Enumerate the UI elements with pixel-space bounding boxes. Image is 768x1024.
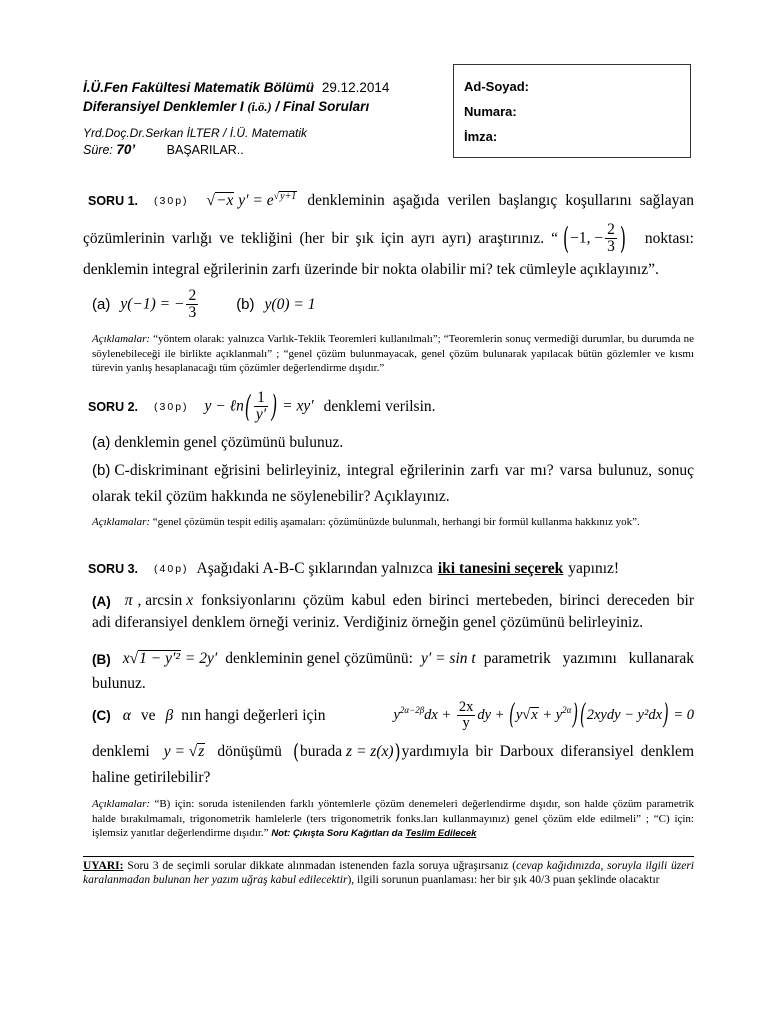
q3-A-x: x: [186, 592, 194, 609]
wish-text: BAŞARILAR..: [166, 143, 244, 157]
q2-points: (30p): [154, 400, 189, 413]
header-line-1: [83, 78, 443, 97]
header-line-2: [83, 97, 443, 117]
q3-note: [92, 797, 694, 842]
q3-B-line-1: [92, 650, 694, 668]
q3-line-1: [88, 560, 619, 578]
q3-B-label: (B): [92, 651, 111, 667]
q3-points: (40p): [154, 563, 189, 575]
warning-text-1: Soru 3 de seçimli sorular dikkate alınmadan istenenden fazla soruya uğraşırsanız (: [127, 860, 517, 872]
q3-note-text: “B) için: soruda istenilenden farklı yöntemlerle çözüm denemeleri değerlendirme dışıdır, son halde çözüm parametrik halde bırakılmamalı, trigonometrik hamlelerle (ters trigonometrik fonks.ları kullanmayınız) genel çözüm elde edilmeli” ; “C) için: işlemsiz yanıtlar değerlendirme dışıdır.”: [92, 798, 695, 839]
q3-A-line-2: [92, 614, 643, 632]
q1-note-text: “yöntem olarak: yalnızca Varlık-Teklik Teoremleri kullanılmalı”; “Teoremlerin sonuç vermediği durumlar, bu durumda ne söylenebileceği ile birlikte açıklanmalı” ; “genel çözüm bulunmayacak, genel çözüm bulunarak yapılacak bütün gözlemler ve kısmı türevin yanlış hesaplanacağı tüm çözümler değerlendirme dışıdır.”: [92, 333, 694, 374]
q3-C-paren: (burada z = z(x)): [292, 740, 401, 765]
q3-intro-pre: Aşağıdaki A-B-C şıklarından yalnızca: [196, 560, 433, 577]
warning: [83, 859, 694, 887]
q1-label: SORU 1.: [88, 193, 139, 208]
q3-B-line-2: [92, 675, 146, 693]
signature-label: İmza:: [464, 129, 498, 144]
q2-note-text: “genel çözümün tespit ediliş aşamaları: çözümünüzde bulunmalı, herhangi bir formül kullanma hakkınız yok”.: [152, 516, 640, 528]
q3-A-line-1: [92, 592, 694, 610]
instructor-line: [83, 126, 307, 140]
q1-a-condition: y(−1) = − $\frac{2}{3}$: [120, 287, 197, 322]
q3-C-line2-mid: dönüşümü: [217, 743, 282, 761]
q2-label: SORU 2.: [88, 399, 139, 414]
q3-note-bold-underlined: Teslim Edilecek: [405, 828, 477, 839]
q3-C-line2-post: yardımıyla bir Darboux diferansiyel denklem: [401, 743, 694, 761]
q1-note: [92, 332, 694, 376]
q1-equation: √−x $y' = e^{√y+1}$: [206, 191, 297, 210]
q3-note-bold: Not: Çıkışta Soru Kağıtları da: [271, 828, 403, 839]
q3-A-mid: , arcsin: [137, 592, 183, 609]
q1-b-condition: y(0) = 1: [264, 295, 316, 313]
q3-C-line-3: [92, 769, 210, 787]
q1-a-label: (a): [92, 296, 111, 314]
q1-line3-text: denklemin integral eğrilerinin zarfı üzerinde bir nokta olabilir mi? tek cümleyle açıklayınız”.: [83, 261, 659, 278]
header: [83, 78, 443, 117]
warning-divider: [83, 856, 694, 857]
course-title: Diferansiyel Denklemler I: [83, 99, 244, 114]
q3-A-line2: adi diferansiyel denklem örneği veriniz. Verdiğiniz örneğin genel çözümünü belirleyiniz.: [92, 614, 644, 631]
q3-C-line3: haline getirilebilir?: [92, 769, 211, 786]
instructor-name: Yrd.Doç.Dr.Serkan İLTER / İ.Ü. Matematik: [83, 126, 308, 140]
q2-line-1: [88, 390, 436, 424]
q3-label: SORU 3.: [88, 562, 139, 576]
q3-C-mid: ve: [140, 706, 156, 724]
q3-B-line2: bulunuz.: [92, 675, 146, 692]
q3-B-param: y′ = sin t: [420, 650, 476, 667]
warning-text-italic: cevap kağıdınızda, soruyla ilgili üzeri karalanmadan bulunan her yazım uğraş kabul edilecektir: [83, 860, 695, 886]
q1-point: (−1, − $\frac{2}{3}$ ): [563, 221, 626, 256]
q2-b-line-2: [92, 488, 450, 506]
q1-points: (30p): [154, 194, 189, 207]
q2-note: [92, 515, 694, 530]
q3-C-label: (C): [92, 708, 111, 724]
q1-line2-text: çözümlerinin varlığı ve tekliğini (her bir şık için ayrı ayrı) araştırınız. “: [83, 229, 559, 247]
name-label: Ad-Soyad:: [464, 79, 529, 94]
q2-a: [92, 434, 343, 452]
exam-title: / Final Soruları: [275, 99, 370, 114]
warning-text-2: ), ilgili sorunun puanlaması: her bir şık 40/3 puan şeklinde olacaktır: [347, 874, 660, 886]
q1-note-label: Açıklamalar:: [92, 333, 151, 345]
q2-a-text: denklemin genel çözümünü bulunuz.: [114, 434, 344, 451]
number-label: Numara:: [464, 104, 517, 119]
q1-line-2: [83, 222, 694, 256]
q3-A-pi: π: [124, 592, 133, 609]
q2-b-line1: C-diskriminant eğrisini belirleyiniz, integral eğrilerinin zarfı var mı? varsa bulunuz, sonuç: [114, 462, 694, 479]
q3-C-line2-pre: denklemi: [92, 743, 150, 761]
q3-A-label: (A): [92, 593, 111, 609]
q1-line-3: [83, 261, 659, 279]
q3-intro-post: yapınız!: [568, 560, 620, 577]
q2-eq-text: denklemi verilsin.: [323, 397, 436, 415]
exam-date: 29.12.2014: [321, 80, 390, 95]
time-line: [83, 142, 244, 157]
q3-C-paren-word: burada: [300, 743, 343, 760]
q1-line1-text: denkleminin aşağıda verilen başlangıç koşullarını sağlayan: [307, 191, 694, 209]
q2-note-label: Açıklamalar:: [92, 516, 151, 528]
q1-options: [92, 288, 315, 322]
q1-line2-end: noktası:: [644, 229, 694, 247]
time-label: Süre:: [83, 143, 113, 157]
course-note: (i.ö.): [247, 100, 272, 114]
q2-b-label: (b): [92, 462, 111, 479]
q2-equation: y − ℓn( $\frac{1}{y'}$ ) = xy′: [204, 389, 314, 424]
q3-A-post: fonksiyonlarını çözüm kabul eden birinci mertebeden, birinci dereceden bir: [201, 592, 694, 609]
q3-B-mid: denkleminin genel çözümünü:: [225, 650, 413, 667]
q3-intro-em: iki tanesini seçerek: [437, 560, 564, 577]
q2-a-label: (a): [92, 434, 111, 451]
student-info-box: [453, 64, 691, 158]
q3-C-line-1: [92, 700, 694, 731]
q1-b-label: (b): [236, 296, 255, 314]
q3-C-transform: y = √z: [163, 743, 205, 761]
q3-C-alpha: α: [122, 706, 131, 724]
q2-b-line2: olarak tekil çözüm hakkında ne söylenebilir? Açıklayınız.: [92, 488, 450, 505]
q3-note-label: Açıklamalar:: [92, 798, 151, 810]
q3-C-line-2: [92, 740, 694, 765]
q3-C-equation: $y^{2\alpha-2\beta}dx$ + $\frac{2x}{y}$ dy + $(y√x + y^{2\alpha})$ (2xydy − y²dx) = 0: [393, 699, 694, 732]
university-title: İ.Ü.Fen Fakültesi Matematik Bölümü: [83, 80, 315, 95]
q1-line-1: [88, 191, 694, 210]
q3-B-post: parametrik yazımını kullanarak: [483, 650, 694, 667]
q3-B-equation: x√1 − y′² = 2y′: [122, 650, 218, 667]
q2-b-line-1: [92, 462, 694, 480]
q3-C-beta: β: [165, 706, 174, 724]
warning-label: UYARI:: [83, 860, 124, 872]
time-value: 70’: [116, 142, 136, 157]
q3-C-post: nın hangi değerleri için: [181, 706, 326, 724]
